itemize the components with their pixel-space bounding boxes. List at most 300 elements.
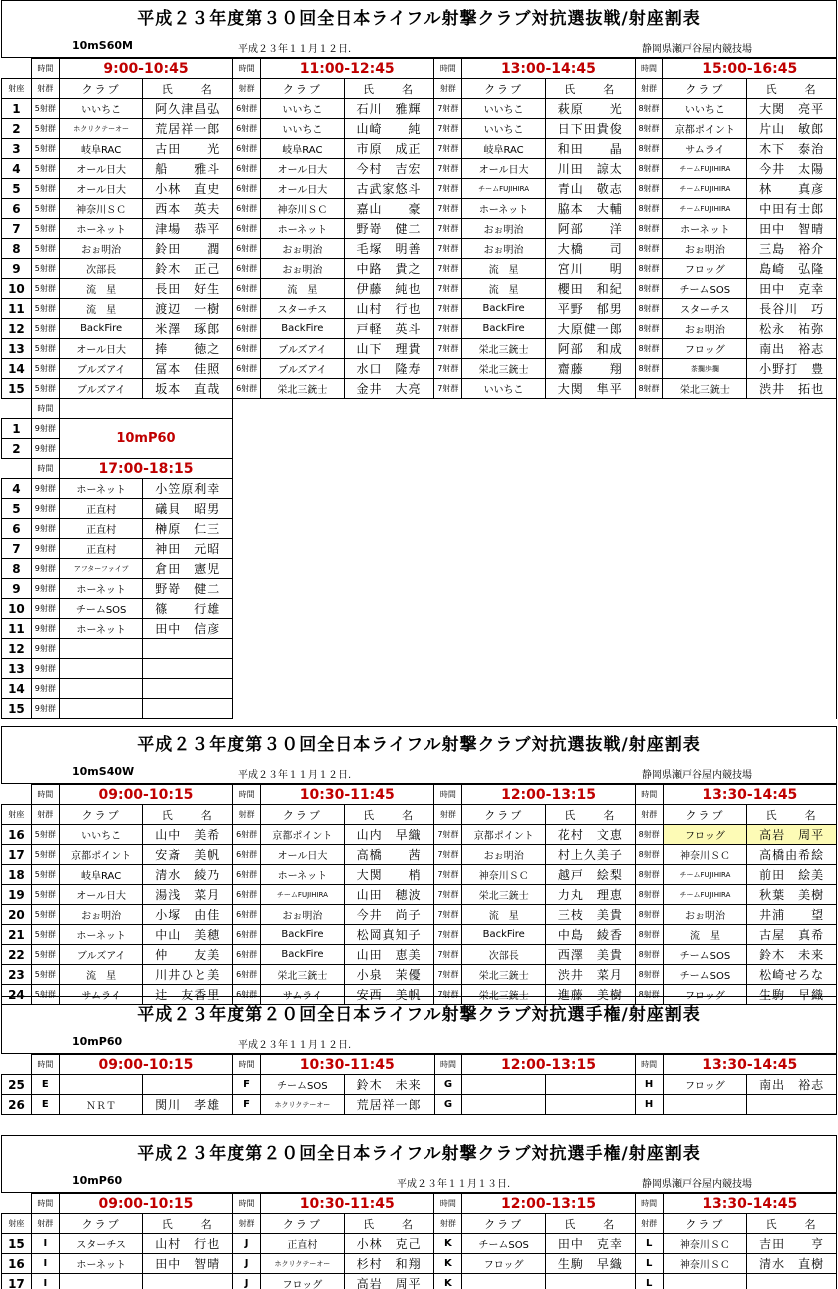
shooter-name: 西本 英夫: [143, 199, 233, 219]
club-name: いいちこ: [59, 99, 143, 119]
club-name: 栄北三銃士: [462, 339, 546, 359]
shooter-name: 生駒 早織: [747, 985, 837, 1005]
shooter-name: 冨本 佳照: [143, 359, 233, 379]
shooter-name: 大関 亮平: [747, 99, 837, 119]
shooter-name: 小林 克己: [344, 1234, 434, 1254]
range-number: 9: [2, 259, 32, 279]
club-name: オール日大: [462, 159, 546, 179]
group-label: 8射群: [635, 339, 663, 359]
table-row: [2, 319, 837, 339]
range-number: 14: [2, 679, 32, 699]
club-name: チームFUJIHIRA: [663, 179, 747, 199]
group-label: 8射群: [635, 905, 663, 925]
table-row: [2, 419, 837, 439]
club-header: クラブ: [462, 79, 546, 99]
club-header: クラブ: [663, 1214, 747, 1234]
name-header: 氏 名: [747, 79, 837, 99]
shooter-name: 萩原 光: [545, 99, 635, 119]
time-label: 時間: [635, 785, 663, 805]
name-header: 氏 名: [747, 1214, 837, 1234]
group-label: 7射群: [434, 985, 462, 1005]
club-name: BackFire: [261, 945, 345, 965]
group-label: I: [31, 1234, 59, 1254]
group-label: 6射群: [233, 845, 261, 865]
shooter-name: 三枝 美貴: [546, 905, 636, 925]
range-number: 3: [2, 139, 32, 159]
group-header: 射群: [434, 79, 462, 99]
shooter-name: 田中 智晴: [747, 219, 837, 239]
time-slot: 17:00-18:15: [59, 459, 232, 479]
shooter-name: 篠 行雄: [143, 599, 233, 619]
time-label: 時間: [31, 59, 59, 79]
shooter-name: 越戸 絵梨: [546, 865, 636, 885]
time-slot: 09:00-10:15: [59, 785, 232, 805]
club-name: フロッグ: [462, 1254, 546, 1274]
group-label: 8射群: [635, 945, 663, 965]
table-row: [2, 885, 837, 905]
club-name: おぉ明治: [59, 239, 143, 259]
group-label: I: [31, 1274, 59, 1289]
group-label: 8射群: [635, 159, 663, 179]
shooter-name: 田中 克幸: [747, 279, 837, 299]
club-name: ブルズアイ: [59, 945, 143, 965]
shooter-name: 田中 智晴: [143, 1254, 233, 1274]
table-row: [2, 179, 837, 199]
shooter-name: 山村 行也: [143, 1234, 233, 1254]
name-header: 氏 名: [344, 805, 434, 825]
range-number: 17: [2, 845, 32, 865]
group-label: 6射群: [233, 199, 261, 219]
shooter-name: 花村 文恵: [546, 825, 636, 845]
range-number: 22: [2, 945, 32, 965]
club-name: 栄北三銃士: [261, 379, 345, 399]
group-label: 8射群: [635, 359, 663, 379]
club-name: チームFUJIHIRA: [462, 179, 546, 199]
club-name: [59, 659, 143, 679]
shooter-name: 阿部 洋: [545, 219, 635, 239]
club-name: 茶攔歩攔: [663, 359, 747, 379]
group-label: 7射群: [434, 965, 462, 985]
group-label: 6射群: [233, 339, 261, 359]
range-number: 16: [2, 825, 32, 845]
table-row: [2, 479, 837, 499]
shooter-name: [143, 699, 233, 719]
time-label: 時間: [434, 785, 462, 805]
shooter-name: 高橋由希絵: [747, 845, 837, 865]
table-row: [2, 845, 837, 865]
shooter-name: 辻 友香里: [143, 985, 233, 1005]
club-name: 神奈川ＳＣ: [663, 1254, 747, 1274]
shooter-name: 林 真彦: [747, 179, 837, 199]
club-name: 京都ポイント: [59, 845, 143, 865]
group-header: 射群: [233, 1214, 261, 1234]
group-label: 9射群: [31, 579, 59, 599]
group-label: 7射群: [434, 379, 462, 399]
group-header: 射群: [233, 805, 261, 825]
group-label: G: [434, 1075, 462, 1095]
club-name: ホーネット: [663, 219, 747, 239]
club-name: [462, 1075, 546, 1095]
group-label: G: [434, 1095, 462, 1115]
shooter-name: 秋葉 美樹: [747, 885, 837, 905]
group-label: 8射群: [635, 319, 663, 339]
range-number: 11: [2, 299, 32, 319]
table-row: [2, 619, 837, 639]
group-label: 6射群: [233, 885, 261, 905]
group-label: 6射群: [233, 359, 261, 379]
table-row: [2, 699, 837, 719]
club-name: BackFire: [462, 319, 546, 339]
name-header: 氏 名: [747, 805, 837, 825]
shooter-name: [143, 659, 233, 679]
range-number: 15: [2, 379, 32, 399]
venue: 静岡県瀬戸谷屋内競技場: [642, 770, 752, 781]
shooter-name: 鈴木 未来: [344, 1075, 434, 1095]
table-row: [2, 599, 837, 619]
shooter-name: 日下田貴俊: [545, 119, 635, 139]
time-slot: 12:00-13:15: [462, 1055, 635, 1075]
group-header: 射群: [434, 1214, 462, 1234]
time-slot: 10:30-11:45: [261, 785, 434, 805]
shooter-name: 脇本 大輔: [545, 199, 635, 219]
shooter-name: 小泉 茉優: [344, 965, 434, 985]
club-name: いいちこ: [261, 99, 345, 119]
table-row: [2, 1254, 837, 1274]
group-label: 5射群: [31, 885, 59, 905]
event-code: 10mS60M: [72, 39, 133, 52]
club-name: BackFire: [59, 319, 143, 339]
group-label: 8射群: [635, 985, 663, 1005]
shooter-name: 島崎 弘隆: [747, 259, 837, 279]
empty-area: [233, 519, 837, 539]
group-label: 8射群: [635, 239, 663, 259]
range-number: 25: [2, 1075, 32, 1095]
name-header: 氏 名: [143, 1214, 233, 1234]
range-number: 15: [2, 699, 32, 719]
table-row: [2, 639, 837, 659]
time-slot: 13:00-14:45: [462, 59, 635, 79]
club-name: ブルズアイ: [59, 379, 143, 399]
group-label: 5射群: [31, 299, 59, 319]
table-row: [2, 139, 837, 159]
group-label: 6射群: [233, 945, 261, 965]
schedule-table: [1, 58, 837, 719]
blank-cell: [2, 1194, 32, 1214]
group-header: 射群: [635, 805, 663, 825]
time-row: [2, 785, 837, 805]
club-name: チームFUJIHIRA: [663, 199, 747, 219]
table-row: [2, 219, 837, 239]
shooter-name: 杉村 和翔: [344, 1254, 434, 1274]
table-row: [2, 825, 837, 845]
blank-cell: [2, 459, 32, 479]
time-slot: 9:00-10:45: [59, 59, 232, 79]
club-name: サムライ: [261, 985, 345, 1005]
time-label: 時間: [635, 1055, 663, 1075]
name-header: 氏 名: [344, 1214, 434, 1234]
group-label: 7射群: [434, 299, 462, 319]
table-row: [2, 519, 837, 539]
group-label: 7射群: [434, 825, 462, 845]
group-label: 5射群: [31, 99, 59, 119]
club-name: ホーネット: [59, 579, 143, 599]
group-label: 8射群: [635, 865, 663, 885]
range-number: 18: [2, 865, 32, 885]
shooter-name: 仲 友美: [143, 945, 233, 965]
group-label: 7射群: [434, 159, 462, 179]
club-name: ホーネット: [59, 219, 143, 239]
group-label: 6射群: [233, 985, 261, 1005]
shooter-name: 鈴木 正己: [143, 259, 233, 279]
group-label: 7射群: [434, 339, 462, 359]
shooter-name: 中山 美穂: [143, 925, 233, 945]
date: 平成２３年１１月１２日.: [238, 44, 352, 55]
club-name: フロッグ: [663, 339, 747, 359]
venue: 静岡県瀬戸谷屋内競技場: [642, 1179, 752, 1190]
range-number: 23: [2, 965, 32, 985]
column-header-row: [2, 79, 837, 99]
time-label: 時間: [31, 1194, 59, 1214]
group-label: 9射群: [31, 659, 59, 679]
shooter-name: 小林 直史: [143, 179, 233, 199]
shooter-name: 捧 徳之: [143, 339, 233, 359]
range-number: 17: [2, 1274, 32, 1289]
club-name: BackFire: [462, 299, 546, 319]
club-name: 神奈川ＳＣ: [261, 199, 345, 219]
range-number: 19: [2, 885, 32, 905]
shooter-name: [143, 639, 233, 659]
group-label: H: [635, 1075, 663, 1095]
time-label: 時間: [434, 59, 462, 79]
club-header: クラブ: [59, 79, 143, 99]
blank-cell: [2, 399, 32, 419]
club-name: チームSOS: [663, 279, 747, 299]
club-name: [59, 1075, 142, 1095]
time-row: [2, 1055, 837, 1075]
shooter-name: 長谷川 巧: [747, 299, 837, 319]
shooter-name: 川田 諒太: [545, 159, 635, 179]
group-label: 6射群: [233, 119, 261, 139]
group-label: 6射群: [233, 299, 261, 319]
shooter-name: 古田 光: [143, 139, 233, 159]
club-name: [462, 1274, 546, 1289]
shooter-name: 大関 梢: [344, 865, 434, 885]
time-row: [2, 399, 837, 419]
shooter-name: 今井 太陽: [747, 159, 837, 179]
club-name: 正直村: [59, 499, 143, 519]
table-row: [2, 259, 837, 279]
page-title: 平成２３年度第２０回全日本ライフル射撃クラブ対抗選手権/射座割表: [137, 1005, 701, 1025]
club-name: チームSOS: [663, 965, 747, 985]
shooter-name: 生駒 早織: [545, 1254, 635, 1274]
club-name: いいちこ: [462, 99, 546, 119]
group-label: 8射群: [635, 885, 663, 905]
club-name: アフターファイブ: [59, 559, 143, 579]
shooter-name: 今村 吉宏: [344, 159, 434, 179]
group-label: 6射群: [233, 99, 261, 119]
club-name: 神奈川ＳＣ: [59, 199, 143, 219]
shooter-name: 齋藤 翔: [545, 359, 635, 379]
group-label: 8射群: [635, 139, 663, 159]
shooter-name: 三島 裕介: [747, 239, 837, 259]
table-row: [2, 279, 837, 299]
shooter-name: 伊藤 純也: [344, 279, 434, 299]
shooter-name: 高橋 茜: [344, 845, 434, 865]
shooter-name: 船 雅斗: [143, 159, 233, 179]
range-number: 2: [2, 119, 32, 139]
group-label: 9射群: [31, 519, 59, 539]
range-number: 2: [2, 439, 32, 459]
group-label: F: [233, 1075, 261, 1095]
time-slot: 10:30-11:45: [260, 1055, 434, 1075]
empty-area: [233, 559, 837, 579]
club-name: 流 星: [663, 925, 747, 945]
club-name: 流 星: [462, 905, 546, 925]
page-title: 平成２３年度第３０回全日本ライフル射撃クラブ対抗選抜戦/射座割表: [137, 9, 701, 29]
club-name: 流 星: [59, 965, 143, 985]
group-label: 7射群: [434, 179, 462, 199]
club-name: 神奈川ＳＣ: [663, 1234, 747, 1254]
club-header: クラブ: [59, 1214, 143, 1234]
meta-row: [2, 37, 836, 57]
table-row: [2, 905, 837, 925]
shooter-name: 嘉山 豪: [344, 199, 434, 219]
club-name: ホーネット: [59, 1254, 143, 1274]
s4-section: [1, 1135, 837, 1289]
name-header: 氏 名: [546, 805, 636, 825]
group-label: 6射群: [233, 319, 261, 339]
shooter-name: 山内 早織: [344, 825, 434, 845]
club-name: 流 星: [261, 279, 345, 299]
club-name: チームFUJIHIRA: [663, 885, 747, 905]
group-label: 9射群: [31, 479, 59, 499]
shooter-name: 戸軽 英斗: [344, 319, 434, 339]
table-row: [2, 99, 837, 119]
event-code: 10mP60: [72, 1174, 123, 1187]
s1-section: [1, 0, 837, 719]
shooter-name: 渋井 拓也: [747, 379, 837, 399]
group-label: J: [233, 1274, 261, 1289]
club-name: おぉ明治: [663, 905, 747, 925]
group-label: 8射群: [635, 299, 663, 319]
blank-cell: [2, 785, 32, 805]
group-label: 9射群: [31, 619, 59, 639]
group-label: 5射群: [31, 179, 59, 199]
club-name: いいちこ: [663, 99, 747, 119]
shooter-name: 田中 克幸: [545, 1234, 635, 1254]
group-label: 5射群: [31, 845, 59, 865]
shooter-name: 松崎せろな: [747, 965, 837, 985]
group-label: 7射群: [434, 99, 462, 119]
group-label: 7射群: [434, 945, 462, 965]
range-number: 7: [2, 219, 32, 239]
group-label: 5射群: [31, 219, 59, 239]
group-label: L: [635, 1254, 663, 1274]
group-label: 7射群: [434, 845, 462, 865]
club-name: 流 星: [59, 279, 143, 299]
range-number: 10: [2, 599, 32, 619]
group-header: 射群: [434, 805, 462, 825]
group-label: 8射群: [635, 99, 663, 119]
name-header: 氏 名: [545, 79, 635, 99]
club-name: [59, 699, 143, 719]
shooter-name: 古武家悠斗: [344, 179, 434, 199]
time-slot: 12:00-13:15: [462, 785, 635, 805]
s3-section: [1, 996, 837, 1115]
group-label: 6射群: [233, 139, 261, 159]
group-label: 7射群: [434, 359, 462, 379]
table-row: [2, 559, 837, 579]
group-header: 射群: [233, 79, 261, 99]
shooter-name: [143, 679, 233, 699]
group-label: 7射群: [434, 219, 462, 239]
shooter-name: 進藤 美樹: [546, 985, 636, 1005]
club-name: 栄北三銃士: [462, 885, 546, 905]
shooter-name: 渋井 菜月: [546, 965, 636, 985]
meta-row: [2, 763, 836, 783]
range-number: 8: [2, 239, 32, 259]
shooter-name: 宮川 明: [545, 259, 635, 279]
range-number: 4: [2, 159, 32, 179]
club-name: チームFUJIHIRA: [261, 885, 345, 905]
s2-section: [1, 726, 837, 1005]
group-label: 5射群: [31, 359, 59, 379]
group-label: 5射群: [31, 259, 59, 279]
group-label: 5射群: [31, 905, 59, 925]
shooter-name: 木下 泰治: [747, 139, 837, 159]
time-slot: 12:00-13:15: [462, 1194, 635, 1214]
club-name: ホーネット: [59, 479, 143, 499]
s4-header: [1, 1135, 837, 1193]
shooter-name: 湯浅 菜月: [143, 885, 233, 905]
page-title: 平成２３年度第３０回全日本ライフル射撃クラブ対抗選抜戦/射座割表: [137, 735, 701, 755]
table-row: [2, 359, 837, 379]
club-name: オール日大: [261, 159, 345, 179]
group-label: 6射群: [233, 259, 261, 279]
shooter-name: 市原 成正: [344, 139, 434, 159]
group-label: J: [233, 1234, 261, 1254]
club-name: ホクリクテーオー: [59, 119, 143, 139]
shooter-name: 井浦 望: [747, 905, 837, 925]
club-name: オール日大: [261, 179, 345, 199]
club-name: フロッグ: [261, 1274, 345, 1289]
group-label: 5射群: [31, 119, 59, 139]
club-name: おぉ明治: [261, 259, 345, 279]
table-row: [2, 925, 837, 945]
time-label: 時間: [233, 785, 261, 805]
shooter-name: 山崎 純: [344, 119, 434, 139]
group-label: 5射群: [31, 319, 59, 339]
range-number: 12: [2, 639, 32, 659]
group-label: 5射群: [31, 985, 59, 1005]
group-label: 5射群: [31, 379, 59, 399]
club-name: サムライ: [663, 139, 747, 159]
club-name: 神奈川ＳＣ: [663, 845, 747, 865]
table-row: [2, 499, 837, 519]
club-header: クラブ: [663, 805, 747, 825]
group-label: 9射群: [31, 539, 59, 559]
shooter-name: 礒貝 昭男: [143, 499, 233, 519]
group-header: 射群: [31, 805, 59, 825]
group-label: 6射群: [233, 925, 261, 945]
club-name: ＮＲＴ: [59, 1095, 142, 1115]
empty-area: [233, 499, 837, 519]
shooter-name: 山田 穂波: [344, 885, 434, 905]
club-header: クラブ: [462, 805, 546, 825]
club-name: ホーネット: [59, 925, 143, 945]
group-label: 8射群: [635, 845, 663, 865]
column-header-row: [2, 805, 837, 825]
